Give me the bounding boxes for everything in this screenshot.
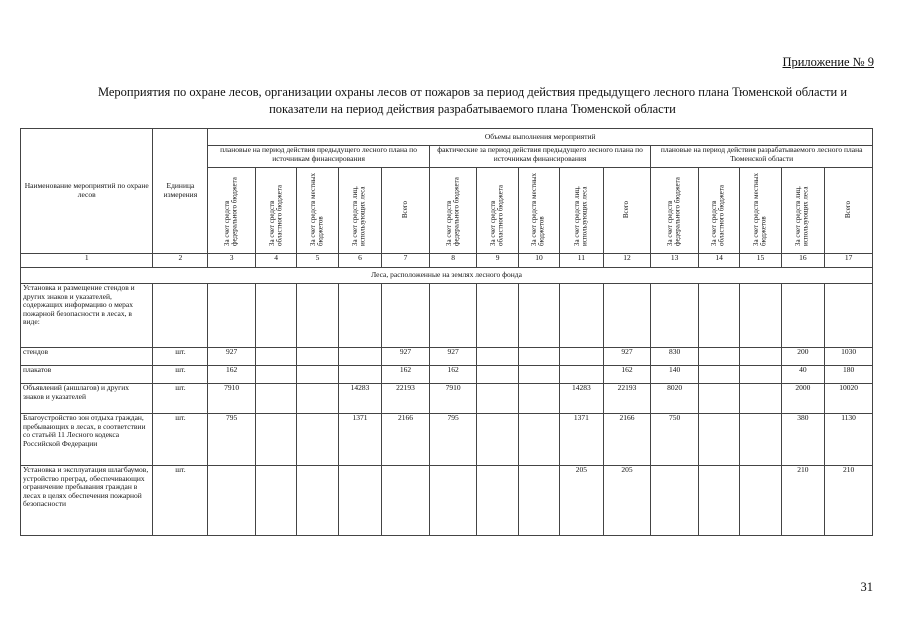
row-value: [429, 284, 477, 348]
row-value: [297, 348, 338, 366]
row-value: 162: [429, 366, 477, 384]
header-subcolumn: [603, 168, 651, 254]
title-line-2: показатели на период действия разрабатываемого плана Тюменской области: [269, 102, 676, 116]
column-number: 6: [338, 254, 381, 268]
header-subcolumn: [382, 168, 430, 254]
table-body: [21, 284, 873, 536]
row-value: [518, 366, 559, 384]
row-value: 22193: [382, 384, 430, 414]
header-subcolumn: [825, 168, 873, 254]
header-subcolumn-label: За счет средств местных бюджетов: [530, 173, 546, 247]
measures-table: [20, 128, 873, 536]
row-value: [740, 284, 781, 348]
row-value: [560, 284, 603, 348]
row-value: 1030: [825, 348, 873, 366]
row-value: [297, 284, 338, 348]
header-subcolumn: [740, 168, 781, 254]
row-name: Объявлений (аншлагов) и других знаков и указателей: [21, 384, 153, 414]
header-subcolumn-label: За счет средств местных бюджетов: [308, 173, 325, 247]
header-subcolumn: [297, 168, 338, 254]
row-value: [208, 284, 256, 348]
row-value: [698, 348, 739, 366]
row-value: 795: [208, 414, 256, 466]
row-value: [651, 466, 699, 536]
row-value: [698, 414, 739, 466]
row-value: [518, 284, 559, 348]
row-value: 8020: [651, 384, 699, 414]
header-subcolumn: [255, 168, 296, 254]
header-volumes: Объемы выполнения мероприятий: [208, 129, 873, 146]
row-value: [255, 366, 296, 384]
row-value: 927: [382, 348, 430, 366]
row-value: 162: [208, 366, 256, 384]
header-subcolumn-label: За счет средств областного бюджета: [267, 185, 284, 247]
row-value: 7910: [429, 384, 477, 414]
section-heading: Леса, расположенные на землях лесного фонда: [21, 268, 873, 284]
row-value: 795: [429, 414, 477, 466]
column-number: 5: [297, 254, 338, 268]
appendix-label: Приложение № 9: [782, 55, 874, 69]
row-value: [477, 348, 518, 366]
table-row: [21, 348, 873, 366]
header-subcolumn-label: За счет средств областного бюджета: [489, 185, 505, 247]
row-value: 380: [781, 414, 824, 466]
table-row: [21, 384, 873, 414]
row-value: [382, 284, 430, 348]
row-value: 205: [603, 466, 651, 536]
row-value: [255, 384, 296, 414]
row-name: Благоустройство зон отдыха граждан, пребывающих в лесах, в соответствии со статьёй 11 Лесного кодекса Российской Федерации: [21, 414, 153, 466]
row-value: [740, 414, 781, 466]
row-name: Установка и эксплуатация шлагбаумов, устройство преград, обеспечивающих ограничение пребывания граждан в лесах в целях обеспечения пожарной безопасности: [21, 466, 153, 536]
row-value: 205: [560, 466, 603, 536]
row-value: [338, 366, 381, 384]
row-value: [477, 366, 518, 384]
row-value: 830: [651, 348, 699, 366]
column-number: 13: [651, 254, 699, 268]
row-value: 1371: [560, 414, 603, 466]
row-value: [518, 384, 559, 414]
row-value: 140: [651, 366, 699, 384]
row-value: 22193: [603, 384, 651, 414]
row-value: [518, 348, 559, 366]
row-value: 14283: [338, 384, 381, 414]
row-value: [825, 284, 873, 348]
header-subcolumn-label: За счет средств лиц, использующих леса: [572, 186, 589, 247]
column-number: 16: [781, 254, 824, 268]
row-value: [603, 284, 651, 348]
column-number: 11: [560, 254, 603, 268]
column-number: 7: [382, 254, 430, 268]
row-value: 927: [208, 348, 256, 366]
column-number: 3: [208, 254, 256, 268]
row-value: [255, 284, 296, 348]
row-unit: шт.: [153, 414, 208, 466]
row-value: [781, 284, 824, 348]
row-value: [338, 466, 381, 536]
header-group-planned-prev: плановые на период действия предыдущего лесного плана по источникам финансирования: [208, 146, 429, 168]
header-subcolumn-label: За счет средств областного бюджета: [710, 185, 727, 247]
row-unit: шт.: [153, 384, 208, 414]
row-value: [477, 384, 518, 414]
row-value: 200: [781, 348, 824, 366]
row-value: 40: [781, 366, 824, 384]
header-subcolumn-label: За счет средств лиц, использующих леса: [794, 186, 810, 247]
row-value: [297, 366, 338, 384]
title-line-1: Мероприятия по охране лесов, организации охраны лесов от пожаров за период действия предыдущего лесного плана Тюменской области и: [97, 85, 848, 99]
row-value: 2166: [603, 414, 651, 466]
row-value: [740, 366, 781, 384]
header-subcolumn: [781, 168, 824, 254]
header-subcolumn-label: Всего: [843, 200, 852, 218]
row-value: 14283: [560, 384, 603, 414]
row-value: [297, 466, 338, 536]
row-value: [698, 284, 739, 348]
header-subcolumn-label: За счет средств федерального бюджета: [444, 177, 461, 247]
header-subcolumn: [429, 168, 477, 254]
row-value: 750: [651, 414, 699, 466]
column-numbers-row: [21, 254, 873, 268]
header-subcolumn: [651, 168, 699, 254]
document-title: [40, 84, 905, 118]
row-value: [382, 466, 430, 536]
row-value: [477, 414, 518, 466]
row-value: 1371: [338, 414, 381, 466]
header-subcolumn: [208, 168, 256, 254]
row-unit: шт.: [153, 348, 208, 366]
column-number: 12: [603, 254, 651, 268]
row-value: 2000: [781, 384, 824, 414]
row-value: [255, 414, 296, 466]
row-value: 1130: [825, 414, 873, 466]
table-row: [21, 414, 873, 466]
row-value: 2166: [382, 414, 430, 466]
column-number: 10: [518, 254, 559, 268]
header-subcolumn: [338, 168, 381, 254]
header-subcolumn-label: Всего: [400, 200, 409, 218]
header-subcolumn-label: Всего: [622, 200, 631, 218]
header-subcolumn: [477, 168, 518, 254]
row-value: [255, 348, 296, 366]
row-value: [518, 414, 559, 466]
header-subcolumn-label: За счет средств местных бюджетов: [751, 173, 768, 247]
row-value: [518, 466, 559, 536]
table-row: [21, 284, 873, 348]
row-value: 210: [781, 466, 824, 536]
row-value: 927: [429, 348, 477, 366]
header-subcolumn-label: За счет средств федерального бюджета: [223, 177, 239, 247]
row-value: [477, 466, 518, 536]
column-number: 8: [429, 254, 477, 268]
row-value: 162: [382, 366, 430, 384]
header-name: Наименование мероприятий по охране лесов: [21, 129, 153, 254]
row-unit: [153, 284, 208, 348]
row-value: [338, 284, 381, 348]
column-number: 14: [698, 254, 739, 268]
row-value: [429, 466, 477, 536]
table-row: [21, 466, 873, 536]
row-unit: шт.: [153, 366, 208, 384]
header-group-planned-new: плановые на период действия разрабатываемого лесного плана Тюменской области: [651, 146, 873, 168]
row-unit: шт.: [153, 466, 208, 536]
row-value: 927: [603, 348, 651, 366]
row-value: [740, 384, 781, 414]
column-number: 4: [255, 254, 296, 268]
row-value: 10020: [825, 384, 873, 414]
row-value: [651, 284, 699, 348]
column-number: 15: [740, 254, 781, 268]
row-value: 162: [603, 366, 651, 384]
column-number: 2: [153, 254, 208, 268]
table-row: [21, 366, 873, 384]
header-subcolumn: [698, 168, 739, 254]
header-subcolumn: [560, 168, 603, 254]
row-value: [338, 348, 381, 366]
header-subcolumn-label: За счет средств федерального бюджета: [665, 177, 682, 247]
row-name: плакатов: [21, 366, 153, 384]
row-value: [740, 466, 781, 536]
row-value: [698, 384, 739, 414]
row-value: [255, 466, 296, 536]
column-number: 17: [825, 254, 873, 268]
row-value: [297, 384, 338, 414]
row-value: [698, 466, 739, 536]
row-name: Установка и размещение стендов и других знаков и указателей, содержащих информацию о мерах пожарной безопасности в лесах, в виде:: [21, 284, 153, 348]
page-number: 31: [860, 580, 873, 594]
row-name: стендов: [21, 348, 153, 366]
row-value: [740, 348, 781, 366]
header-subcolumn-label: За счет средств лиц, использующих леса: [351, 186, 367, 247]
row-value: [560, 366, 603, 384]
row-value: 210: [825, 466, 873, 536]
column-number: 1: [21, 254, 153, 268]
column-number: 9: [477, 254, 518, 268]
row-value: [297, 414, 338, 466]
header-group-actual-prev: фактические за период действия предыдущего лесного плана по источникам финансирования: [429, 146, 650, 168]
row-value: 7910: [208, 384, 256, 414]
row-value: 180: [825, 366, 873, 384]
header-subcolumn: [518, 168, 559, 254]
row-value: [208, 466, 256, 536]
row-value: [698, 366, 739, 384]
header-unit: Единица измерения: [153, 129, 208, 254]
row-value: [477, 284, 518, 348]
row-value: [560, 348, 603, 366]
